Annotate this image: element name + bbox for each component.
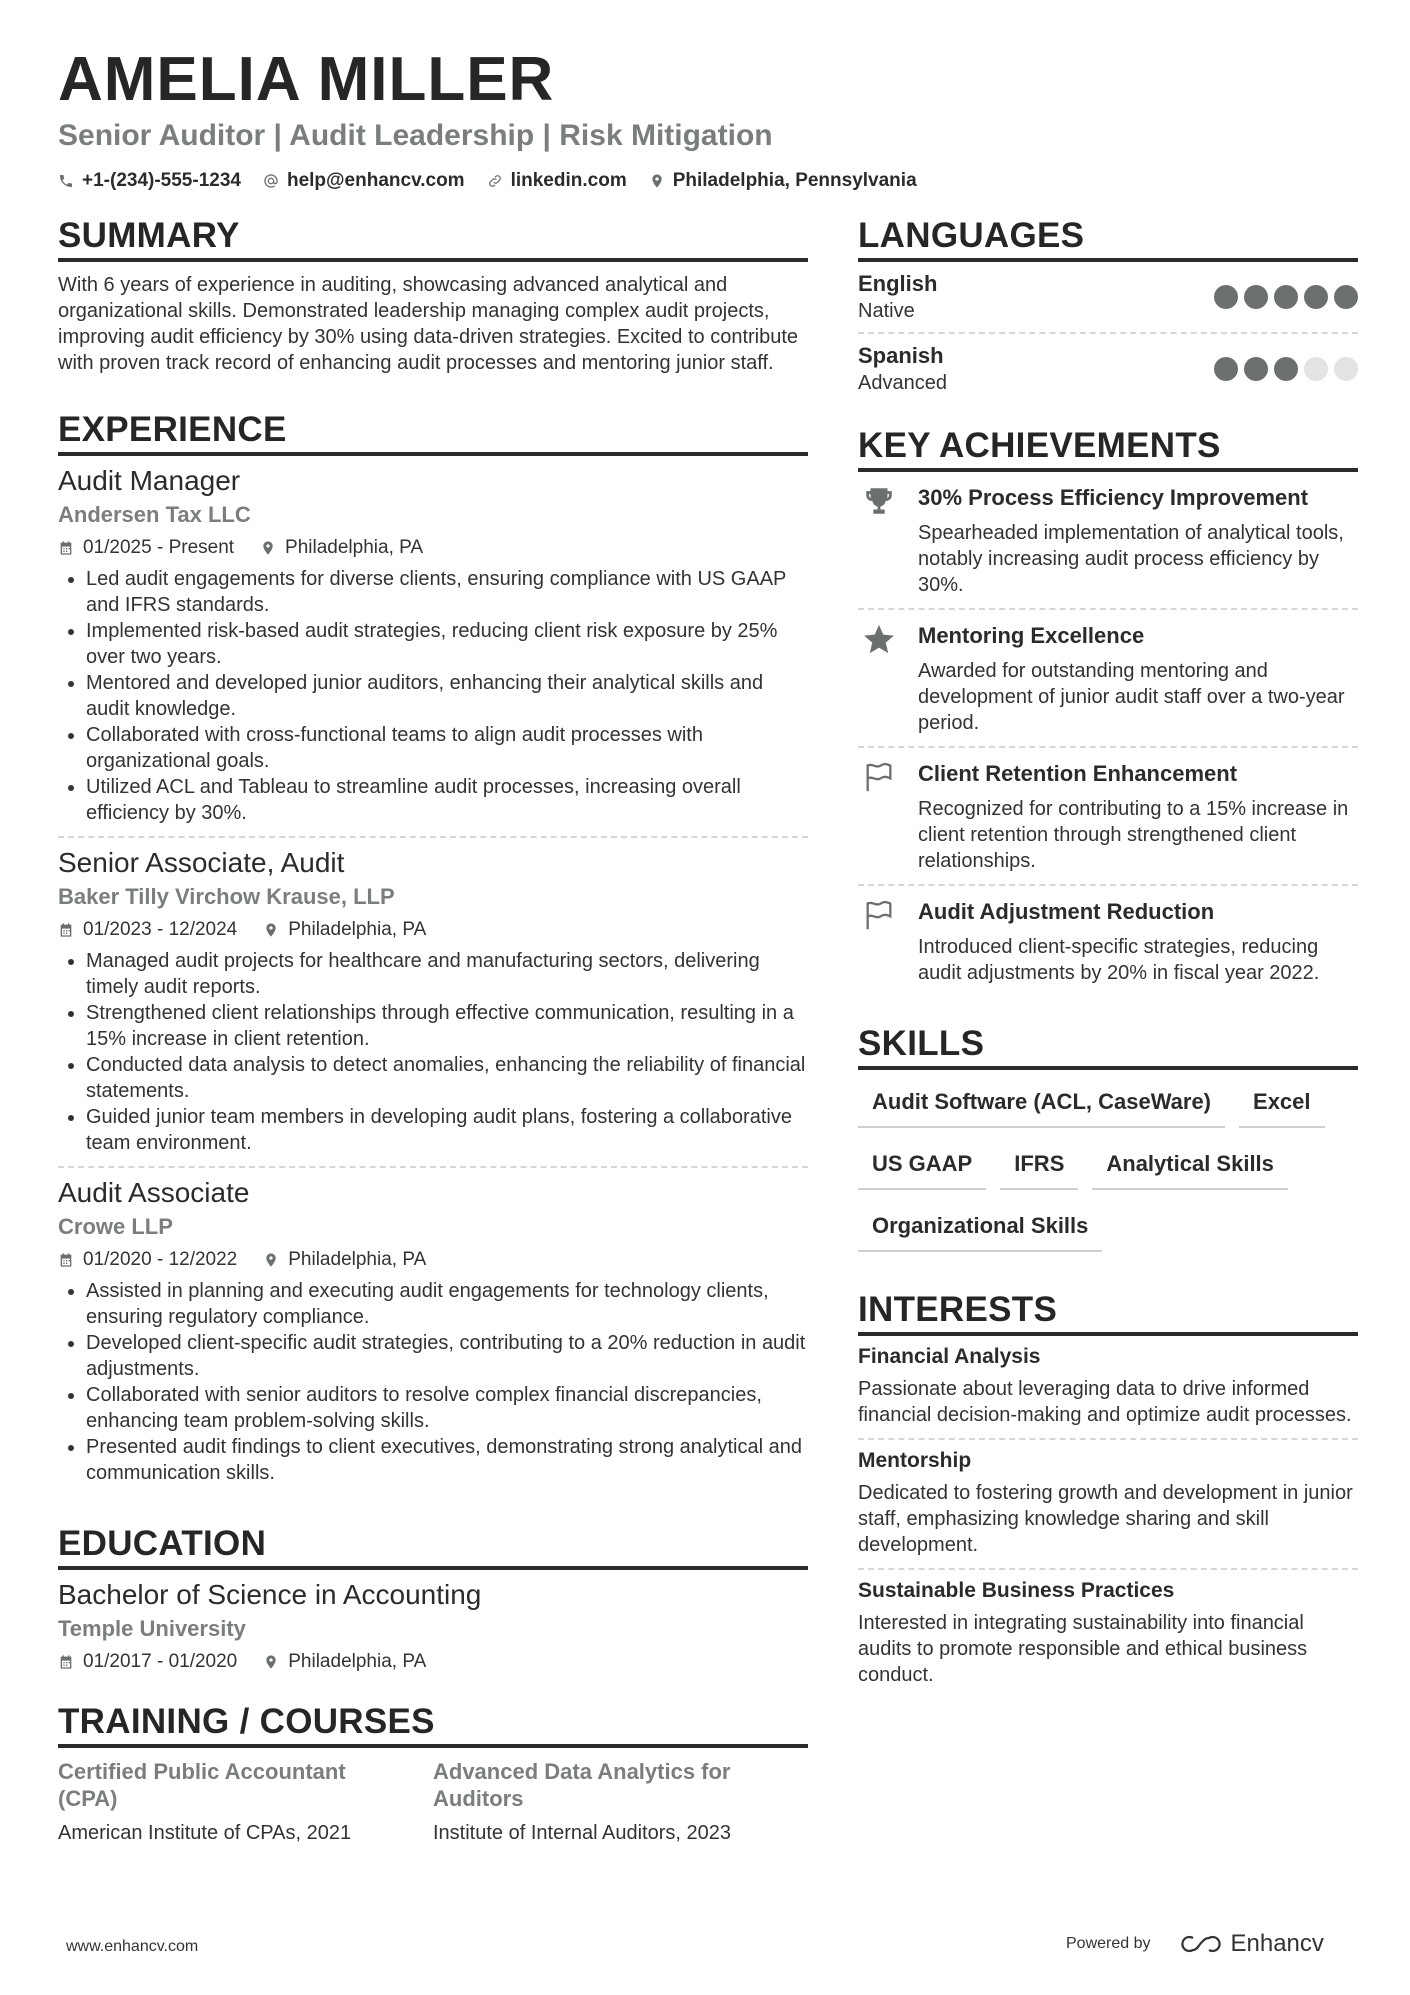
- course-list: [58, 1758, 808, 1846]
- job-entry: [58, 456, 808, 838]
- job-company: Crowe LLP: [58, 1214, 173, 1239]
- calendar-icon: [58, 1654, 74, 1670]
- languages-section: [858, 216, 1358, 404]
- powered-by-label: Powered by: [1066, 1935, 1151, 1952]
- skill-tag: Organizational Skills: [858, 1204, 1102, 1252]
- contact-location-text: Philadelphia, Pennsylvania: [672, 170, 917, 191]
- language-item: [858, 334, 1358, 404]
- skill-tag: US GAAP: [858, 1142, 986, 1190]
- skill-tag: Excel: [1239, 1080, 1325, 1128]
- achievements-heading: KEY ACHIEVEMENTS: [858, 426, 1358, 472]
- job-bullet: • Utilized ACL and Tableau to streamline audit processes, increasing overall efficiency by 30%.: [86, 774, 808, 826]
- education-dates-text: 01/2017 - 01/2020: [83, 1651, 238, 1672]
- interest-desc: Interested in integrating sustainability into financial audits to promote responsible and ethical business conduct.: [858, 1612, 1308, 1686]
- course-title: Certified Public Accountant (CPA): [58, 1759, 346, 1811]
- brand-name: Enhancv: [1230, 1930, 1324, 1957]
- course-provider: American Institute of CPAs, 2021: [58, 1822, 352, 1844]
- interests-heading: INTERESTS: [858, 1290, 1358, 1336]
- contact-linkedin[interactable]: [487, 170, 627, 192]
- job-company: Baker Tilly Virchow Krause, LLP: [58, 884, 395, 909]
- footer-branding: [1066, 1930, 1324, 1958]
- candidate-name: AMELIA MILLER: [58, 45, 555, 114]
- location-pin-icon: [263, 1252, 279, 1268]
- achievement-icon-wrap: [858, 898, 918, 986]
- achievement-title: Audit Adjustment Reduction: [918, 899, 1215, 924]
- interest-title: Financial Analysis: [858, 1345, 1041, 1368]
- candidate-headline: Senior Auditor | Audit Leadership | Risk Mitigation: [58, 119, 773, 152]
- job-dates: [58, 1248, 237, 1272]
- achievement-title: 30% Process Efficiency Improvement: [918, 485, 1309, 510]
- job-bullets: [58, 566, 808, 826]
- course-title: Advanced Data Analytics for Auditors: [433, 1759, 731, 1811]
- achievement-desc: Spearheaded implementation of analytical tools, notably increasing audit process efficiency by 30%.: [918, 522, 1344, 596]
- rating-dot-filled: [1274, 357, 1298, 381]
- course-provider: Institute of Internal Auditors, 2023: [433, 1822, 731, 1844]
- contact-phone: [58, 170, 241, 192]
- location-pin-icon: [263, 922, 279, 938]
- left-column: [58, 216, 808, 1874]
- rating-dot-filled: [1244, 285, 1268, 309]
- job-bullet: • Assisted in planning and executing audit engagements for technology clients, ensuring regulatory compliance.: [86, 1278, 808, 1330]
- achievement-item: [858, 610, 1358, 748]
- education-heading: EDUCATION: [58, 1524, 808, 1570]
- job-meta: [58, 536, 808, 560]
- course-item: [58, 1758, 433, 1846]
- job-bullet: • Strengthened client relationships through effective communication, resulting in a 15% increase in client retention.: [86, 1000, 808, 1052]
- achievement-body: [918, 760, 1358, 874]
- calendar-icon: [58, 540, 74, 556]
- degree: Bachelor of Science in Accounting: [58, 1579, 482, 1610]
- achievement-icon-wrap: [858, 760, 918, 874]
- contact-email[interactable]: [263, 170, 465, 192]
- achievement-item: [858, 472, 1358, 610]
- job-bullet: • Mentored and developed junior auditors, enhancing their analytical skills and audit knowledge.: [86, 670, 808, 722]
- job-dates-text: 01/2020 - 12/2022: [83, 1249, 238, 1270]
- skill-tag: IFRS: [1000, 1142, 1078, 1190]
- job-bullet: • Led audit engagements for diverse clients, ensuring compliance with US GAAP and IFRS standards.: [86, 566, 808, 618]
- skills-heading: SKILLS: [858, 1024, 1358, 1070]
- interest-desc: Passionate about leveraging data to drive informed financial decision-making and optimize audit processes.: [858, 1378, 1352, 1426]
- job-location-text: Philadelphia, PA: [288, 919, 427, 940]
- footer-website[interactable]: www.enhancv.com: [66, 1938, 199, 1955]
- education-dates: [58, 1650, 237, 1674]
- achievement-title: Mentoring Excellence: [918, 623, 1145, 648]
- rating-dot-filled: [1274, 285, 1298, 309]
- right-column: [858, 216, 1358, 1726]
- phone-icon: [58, 173, 74, 189]
- interest-item: [858, 1440, 1358, 1570]
- achievement-body: [918, 898, 1358, 986]
- language-text: [858, 270, 937, 324]
- job-company: Andersen Tax LLC: [58, 502, 251, 527]
- language-text: [858, 342, 947, 396]
- contact-phone-text: +1-(234)-555-1234: [82, 170, 241, 191]
- job-dates-text: 01/2025 - Present: [83, 537, 235, 558]
- achievements-section: [858, 426, 1358, 996]
- education-entry: [58, 1570, 808, 1674]
- achievement-item: [858, 886, 1358, 996]
- job-title: Senior Associate, Audit: [58, 847, 345, 878]
- job-dates: [58, 918, 237, 942]
- job-bullet: • Collaborated with cross-functional teams to align audit processes with organizational goals.: [86, 722, 808, 774]
- job-dates-text: 01/2023 - 12/2024: [83, 919, 238, 940]
- interest-desc: Dedicated to fostering growth and development in junior staff, emphasizing knowledge sharing and skill development.: [858, 1482, 1353, 1556]
- job-bullets: [58, 1278, 808, 1486]
- rating-dot-empty: [1304, 357, 1328, 381]
- education-meta: [58, 1650, 808, 1674]
- contact-linkedin-text: linkedin.com: [510, 170, 627, 191]
- link-icon: [487, 173, 503, 189]
- job-bullet: • Managed audit projects for healthcare and manufacturing sectors, delivering timely audit reports.: [86, 948, 808, 1000]
- training-heading: TRAINING / COURSES: [58, 1702, 808, 1748]
- contact-bar: [58, 169, 939, 193]
- language-level: Native: [858, 300, 915, 322]
- job-location: [263, 1248, 426, 1272]
- trophy-icon: [862, 484, 896, 518]
- achievement-icon-wrap: [858, 622, 918, 736]
- star-icon: [862, 622, 896, 656]
- language-level: Advanced: [858, 372, 947, 394]
- experience-section: [58, 410, 808, 1496]
- achievement-desc: Recognized for contributing to a 15% increase in client retention through strengthened client relationships.: [918, 798, 1349, 872]
- location-pin-icon: [260, 540, 276, 556]
- language-name: English: [858, 271, 938, 296]
- contact-email-text: help@enhancv.com: [286, 170, 465, 191]
- rating-dot-filled: [1244, 357, 1268, 381]
- job-entry: [58, 1168, 808, 1496]
- education-location: [263, 1650, 426, 1674]
- calendar-icon: [58, 922, 74, 938]
- skill-tag: Audit Software (ACL, CaseWare): [858, 1080, 1225, 1128]
- brand-logo[interactable]: [1177, 1930, 1324, 1958]
- language-item: [858, 262, 1358, 334]
- job-location: [260, 536, 423, 560]
- calendar-icon: [58, 1252, 74, 1268]
- job-meta: [58, 918, 808, 942]
- flag-icon: [862, 760, 896, 794]
- rating-dot-filled: [1214, 285, 1238, 309]
- achievement-body: [918, 484, 1358, 598]
- job-bullet: • Presented audit findings to client executives, demonstrating strong analytical and communication skills.: [86, 1434, 808, 1486]
- training-section: [58, 1702, 808, 1846]
- location-pin-icon: [649, 173, 665, 189]
- rating-dot-empty: [1334, 357, 1358, 381]
- education-location-text: Philadelphia, PA: [288, 1651, 427, 1672]
- job-bullets: [58, 948, 808, 1156]
- education-section: [58, 1524, 808, 1674]
- rating-dot-filled: [1304, 285, 1328, 309]
- achievement-desc: Awarded for outstanding mentoring and development of junior audit staff over a two-year period.: [918, 660, 1345, 734]
- summary-heading: SUMMARY: [58, 216, 808, 262]
- achievement-title: Client Retention Enhancement: [918, 761, 1238, 786]
- location-pin-icon: [263, 1654, 279, 1670]
- at-icon: [263, 173, 279, 189]
- achievement-item: [858, 748, 1358, 886]
- rating-dot-filled: [1334, 285, 1358, 309]
- summary-text: With 6 years of experience in auditing, showcasing advanced analytical and organizational skills. Demonstrated leadership managing complex audit projects, improving audit efficiency by 30% using data-driven strategies. Excited to contribute with proven track record of enhancing audit processes and mentoring junior staff.: [58, 274, 799, 374]
- contact-location: [649, 170, 917, 192]
- job-location: [263, 918, 426, 942]
- job-meta: [58, 1248, 808, 1272]
- job-title: Audit Associate: [58, 1177, 250, 1208]
- interests-section: [858, 1290, 1358, 1698]
- language-rating: [1208, 357, 1358, 381]
- job-title: Audit Manager: [58, 465, 241, 496]
- summary-section: [58, 216, 808, 376]
- languages-heading: LANGUAGES: [858, 216, 1358, 262]
- job-bullet: • Collaborated with senior auditors to resolve complex financial discrepancies, enhancing team problem-solving skills.: [86, 1382, 808, 1434]
- achievement-desc: Introduced client-specific strategies, reducing audit adjustments by 20% in fiscal year 2022.: [918, 936, 1320, 984]
- job-bullet: • Guided junior team members in developing audit plans, fostering a collaborative team environment.: [86, 1104, 808, 1156]
- job-bullet: • Conducted data analysis to detect anomalies, enhancing the reliability of financial statements.: [86, 1052, 808, 1104]
- job-bullet: • Implemented risk-based audit strategies, reducing client risk exposure by 25% over two years.: [86, 618, 808, 670]
- skill-list: [858, 1080, 1358, 1266]
- enhancv-logo-icon: [1177, 1932, 1223, 1956]
- flag-icon: [862, 898, 896, 932]
- course-item: [433, 1758, 808, 1846]
- job-location-text: Philadelphia, PA: [285, 537, 424, 558]
- job-bullet: • Developed client-specific audit strategies, contributing to a 20% reduction in audit adjustments.: [86, 1330, 808, 1382]
- experience-heading: EXPERIENCE: [58, 410, 808, 456]
- interest-item: [858, 1570, 1358, 1698]
- achievement-icon-wrap: [858, 484, 918, 598]
- achievement-body: [918, 622, 1358, 736]
- language-rating: [1208, 285, 1358, 309]
- interest-title: Mentorship: [858, 1449, 972, 1472]
- school: Temple University: [58, 1616, 246, 1641]
- skill-tag: Analytical Skills: [1092, 1142, 1288, 1190]
- skills-section: [858, 1024, 1358, 1266]
- interest-item: [858, 1336, 1358, 1440]
- interest-title: Sustainable Business Practices: [858, 1579, 1175, 1602]
- rating-dot-filled: [1214, 357, 1238, 381]
- job-dates: [58, 536, 234, 560]
- job-entry: [58, 838, 808, 1168]
- job-location-text: Philadelphia, PA: [288, 1249, 427, 1270]
- language-name: Spanish: [858, 343, 944, 368]
